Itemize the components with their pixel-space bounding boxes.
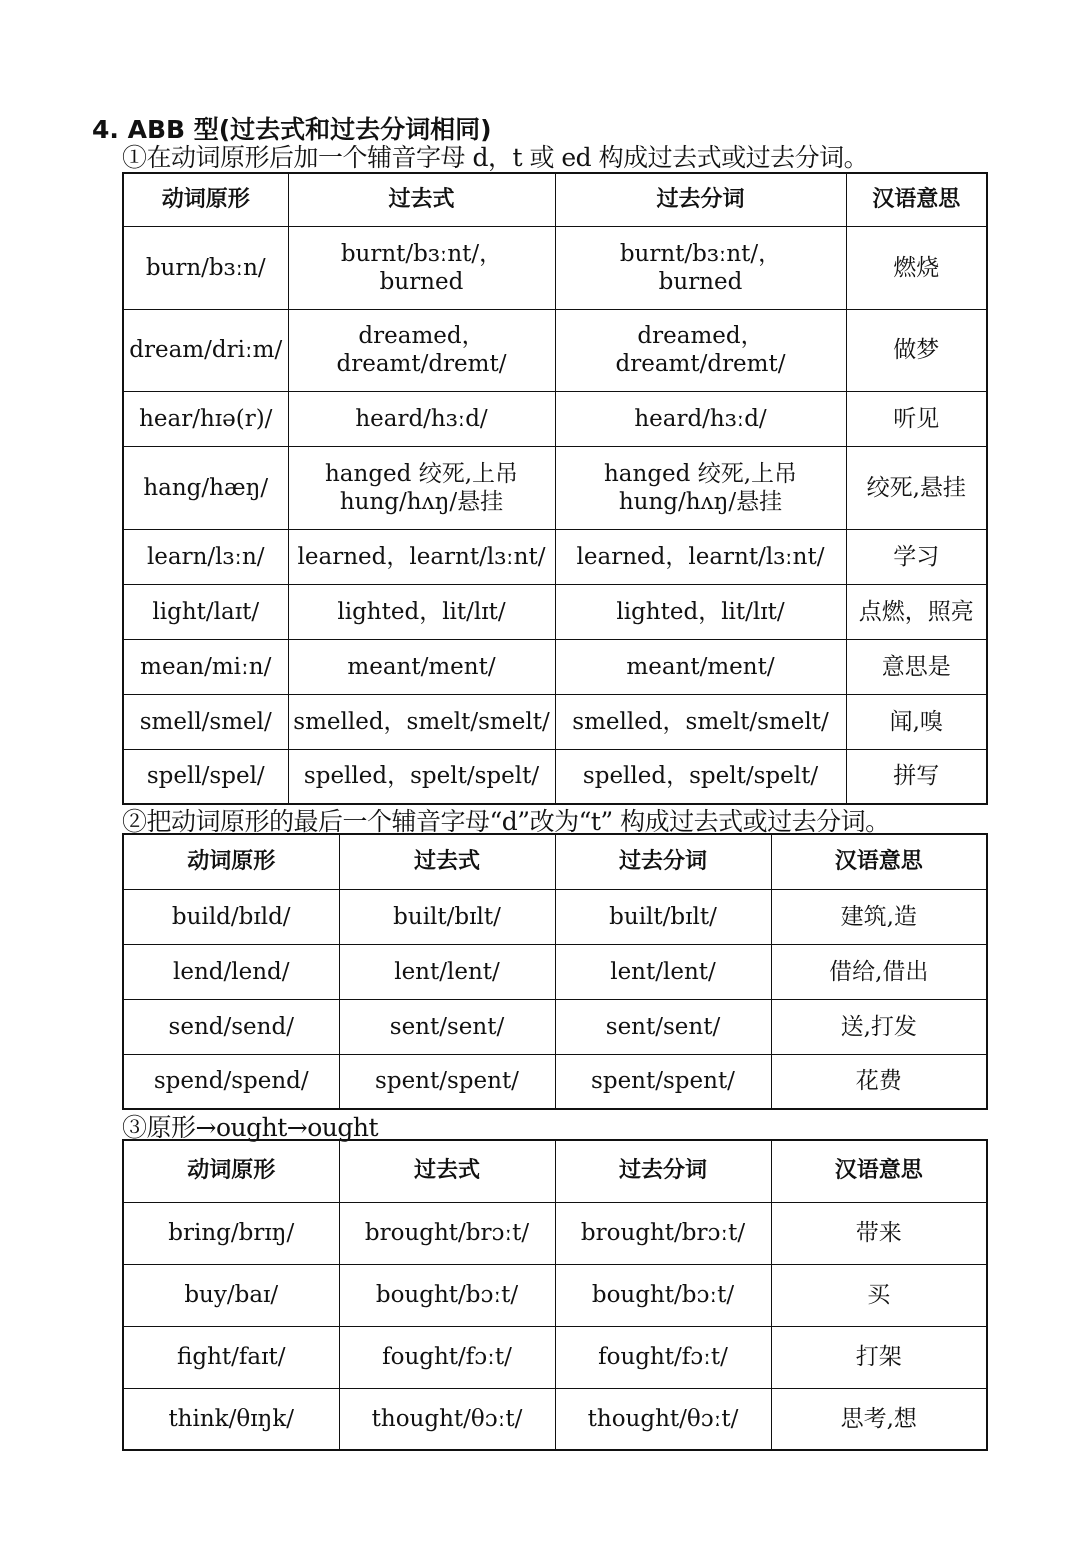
- column-header: 过去分词: [555, 1140, 771, 1202]
- meaning-cell: 点燃，照亮: [846, 584, 987, 639]
- base-form-cell: fight/faɪt/: [123, 1326, 339, 1388]
- meaning-cell: 建筑,造: [771, 889, 987, 944]
- base-form-cell: spend/spend/: [123, 1054, 339, 1109]
- column-header: 动词原形: [123, 834, 339, 889]
- past-tense-cell: dreamed， dreamt/dremt/: [288, 309, 555, 391]
- past-participle-cell: hanged 绞死,上吊 hung/hʌŋ/悬挂: [555, 446, 846, 529]
- past-participle-cell: lent/lent/: [555, 944, 771, 999]
- past-tense-cell: spelled，spelt/spelt/: [288, 749, 555, 804]
- table-row: [123, 999, 987, 1054]
- section-title: 4. ABB 型(过去式和过去分词相同): [92, 115, 492, 144]
- base-form-cell: lend/lend/: [123, 944, 339, 999]
- past-participle-cell: learned，learnt/lɜːnt/: [555, 529, 846, 584]
- table-caption: ③原形→ought→ought: [122, 1113, 379, 1142]
- meaning-cell: 绞死,悬挂: [846, 446, 987, 529]
- header-row: [123, 173, 987, 226]
- column-header: 汉语意思: [846, 173, 987, 226]
- meaning-cell: 燃烧: [846, 226, 987, 309]
- base-form-cell: smell/smel/: [123, 694, 288, 749]
- meaning-cell: 借给,借出: [771, 944, 987, 999]
- past-tense-cell: sent/sent/: [339, 999, 555, 1054]
- meaning-cell: 花费: [771, 1054, 987, 1109]
- past-participle-cell: smelled，smelt/smelt/: [555, 694, 846, 749]
- past-tense-cell: bought/bɔːt/: [339, 1264, 555, 1326]
- base-form-cell: light/laɪt/: [123, 584, 288, 639]
- column-header: 汉语意思: [771, 1140, 987, 1202]
- past-tense-cell: brought/brɔːt/: [339, 1202, 555, 1264]
- table-caption: ①在动词原形后加一个辅音字母 d，t 或 ed 构成过去式或过去分词。: [122, 143, 869, 172]
- table-row: [123, 889, 987, 944]
- meaning-cell: 听见: [846, 391, 987, 446]
- past-tense-cell: heard/hɜːd/: [288, 391, 555, 446]
- past-participle-cell: built/bɪlt/: [555, 889, 771, 944]
- meaning-cell: 送,打发: [771, 999, 987, 1054]
- past-tense-cell: hanged 绞死,上吊 hung/hʌŋ/悬挂: [288, 446, 555, 529]
- past-tense-cell: meant/ment/: [288, 639, 555, 694]
- past-participle-cell: fought/fɔːt/: [555, 1326, 771, 1388]
- table-row: [123, 694, 987, 749]
- verb-table: [122, 833, 988, 1110]
- past-tense-cell: fought/fɔːt/: [339, 1326, 555, 1388]
- table-row: [123, 944, 987, 999]
- table-row: [123, 1264, 987, 1326]
- table-row: [123, 446, 987, 529]
- past-participle-cell: brought/brɔːt/: [555, 1202, 771, 1264]
- past-tense-cell: lent/lent/: [339, 944, 555, 999]
- meaning-cell: 思考,想: [771, 1388, 987, 1450]
- table-row: [123, 749, 987, 804]
- past-participle-cell: heard/hɜːd/: [555, 391, 846, 446]
- table-caption: ②把动词原形的最后一个辅音字母“d”改为“t” 构成过去式或过去分词。: [122, 807, 890, 836]
- past-participle-cell: bought/bɔːt/: [555, 1264, 771, 1326]
- base-form-cell: think/θɪŋk/: [123, 1388, 339, 1450]
- meaning-cell: 打架: [771, 1326, 987, 1388]
- table-row: [123, 1202, 987, 1264]
- meaning-cell: 闻,嗅: [846, 694, 987, 749]
- column-header: 过去式: [288, 173, 555, 226]
- past-participle-cell: spent/spent/: [555, 1054, 771, 1109]
- base-form-cell: build/bɪld/: [123, 889, 339, 944]
- past-participle-cell: thought/θɔːt/: [555, 1388, 771, 1450]
- base-form-cell: burn/bɜːn/: [123, 226, 288, 309]
- column-header: 动词原形: [123, 173, 288, 226]
- past-participle-cell: lighted，lit/lɪt/: [555, 584, 846, 639]
- table-row: [123, 1326, 987, 1388]
- base-form-cell: spell/spel/: [123, 749, 288, 804]
- past-tense-cell: smelled，smelt/smelt/: [288, 694, 555, 749]
- meaning-cell: 意思是: [846, 639, 987, 694]
- table-row: [123, 309, 987, 391]
- table-row: [123, 639, 987, 694]
- column-header: 过去式: [339, 834, 555, 889]
- table-row: [123, 1054, 987, 1109]
- past-tense-cell: built/bɪlt/: [339, 889, 555, 944]
- past-tense-cell: thought/θɔːt/: [339, 1388, 555, 1450]
- past-participle-cell: dreamed， dreamt/dremt/: [555, 309, 846, 391]
- meaning-cell: 做梦: [846, 309, 987, 391]
- header-row: [123, 834, 987, 889]
- base-form-cell: hear/hɪə(r)/: [123, 391, 288, 446]
- base-form-cell: buy/baɪ/: [123, 1264, 339, 1326]
- column-header: 过去式: [339, 1140, 555, 1202]
- base-form-cell: mean/miːn/: [123, 639, 288, 694]
- table-row: [123, 1388, 987, 1450]
- meaning-cell: 买: [771, 1264, 987, 1326]
- past-participle-cell: spelled，spelt/spelt/: [555, 749, 846, 804]
- past-tense-cell: lighted，lit/lɪt/: [288, 584, 555, 639]
- past-tense-cell: burnt/bɜːnt/， burned: [288, 226, 555, 309]
- base-form-cell: bring/brɪŋ/: [123, 1202, 339, 1264]
- meaning-cell: 拼写: [846, 749, 987, 804]
- header-row: [123, 1140, 987, 1202]
- past-tense-cell: spent/spent/: [339, 1054, 555, 1109]
- column-header: 过去分词: [555, 173, 846, 226]
- column-header: 过去分词: [555, 834, 771, 889]
- table-row: [123, 529, 987, 584]
- base-form-cell: dream/driːm/: [123, 309, 288, 391]
- verb-table: [122, 1139, 988, 1451]
- table-row: [123, 226, 987, 309]
- meaning-cell: 带来: [771, 1202, 987, 1264]
- base-form-cell: send/send/: [123, 999, 339, 1054]
- past-participle-cell: sent/sent/: [555, 999, 771, 1054]
- base-form-cell: learn/lɜːn/: [123, 529, 288, 584]
- past-participle-cell: meant/ment/: [555, 639, 846, 694]
- table-row: [123, 391, 987, 446]
- past-participle-cell: burnt/bɜːnt/， burned: [555, 226, 846, 309]
- table-row: [123, 584, 987, 639]
- past-tense-cell: learned，learnt/lɜːnt/: [288, 529, 555, 584]
- column-header: 动词原形: [123, 1140, 339, 1202]
- verb-table: [122, 172, 988, 805]
- meaning-cell: 学习: [846, 529, 987, 584]
- base-form-cell: hang/hæŋ/: [123, 446, 288, 529]
- column-header: 汉语意思: [771, 834, 987, 889]
